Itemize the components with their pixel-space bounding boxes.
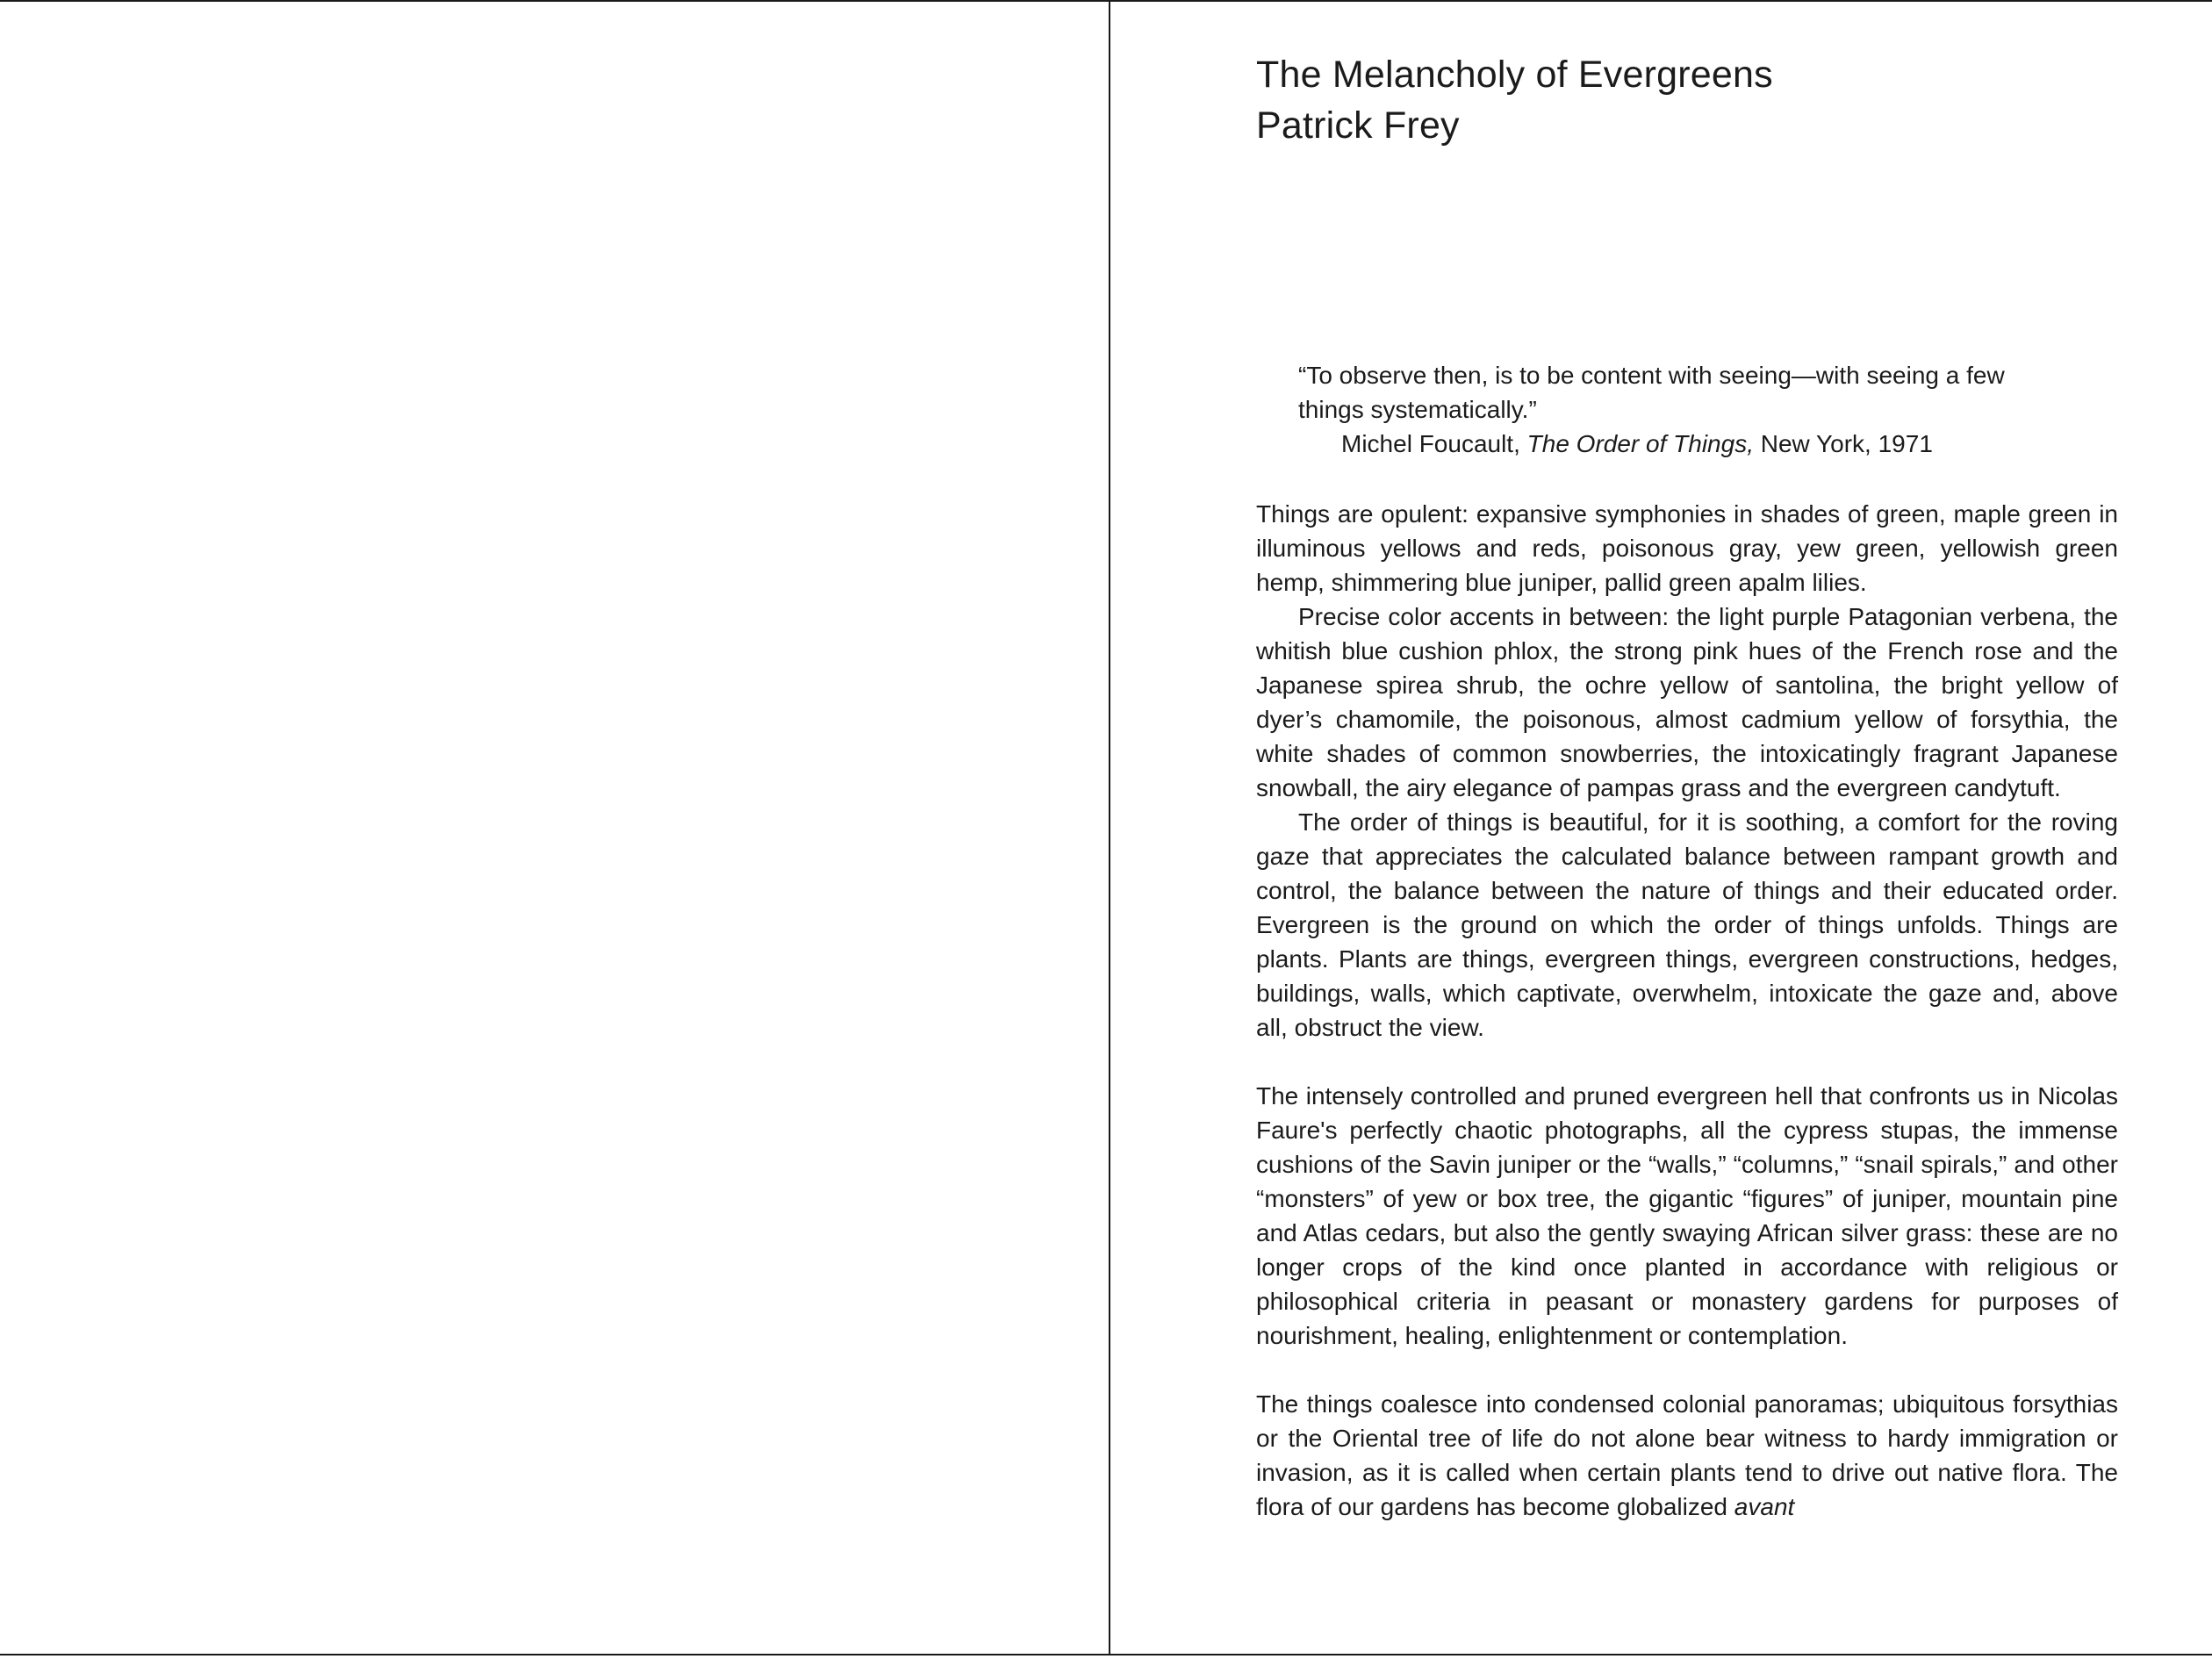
right-page xyxy=(1110,2,2212,1654)
essay-header xyxy=(1256,49,2118,151)
left-page-blank xyxy=(0,2,1109,1654)
essay-content xyxy=(1256,49,2118,1524)
paragraph-run: The intensely controlled and pruned evergreen hell that confronts us in Nicolas Faure's perfectly chaotic photographs, all the cypress stupas, the immense cushions of the Savin juniper or the “walls,” “columns,” “snail spirals,” and other “monsters” of yew or box tree, the gigantic “figures” of juniper, mountain pine and Atlas cedars, but also the gently swaying African silver grass: these are no longer crops of the kind once planted in accordance with religious or philosophical criteria in peasant or monastery gardens for purposes of nourishment, healing, enlightenment or contemplation. xyxy=(1256,1082,2118,1349)
bottom-crop-line xyxy=(0,1654,2212,1655)
essay-author: Patrick Frey xyxy=(1256,104,1460,147)
epigraph-attribution xyxy=(1256,427,2118,461)
body-paragraph xyxy=(1256,805,2118,1045)
paragraph-run: The order of things is beautiful, for it is soothing, a comfort for the roving gaze that appreciates the calculated balance between rampant growth and control, the balance between the nature of things and their educated order. Evergreen is the ground on which the order of things unfolds. Things are plants. Plants are things, evergreen things, evergreen constructions, hedges, buildings, walls, which captivate, overwhelm, intoxicate the gaze and, above all, obstruct the view. xyxy=(1256,808,2118,1041)
epigraph-text: “To observe then, is to be content with seeing—with seeing a few things systematically.” xyxy=(1298,362,2005,423)
epigraph-attribution-place-year: New York, 1971 xyxy=(1753,430,1933,457)
epigraph-attribution-work-title: The Order of Things, xyxy=(1526,430,1754,457)
essay-title: The Melancholy of Evergreens xyxy=(1256,54,1773,96)
epigraph xyxy=(1256,358,2118,461)
body-paragraph xyxy=(1256,600,2118,805)
body-paragraph xyxy=(1256,1079,2118,1353)
paragraph-run: The things coalesce into condensed colonial panoramas; ubiquitous forsythias or the Oriental tree of life do not alone bear witness to hardy immigration or invasion, as it is called when certain plants tend to drive out native flora. The flora of our gardens has become globalized xyxy=(1256,1390,2118,1520)
paragraph-run: Things are opulent: expansive symphonies in shades of green, maple green in illuminous yellows and reds, poisonous gray, yew green, yellowish green hemp, shimmering blue juniper, pallid green apalm lilies. xyxy=(1256,500,2118,596)
body-paragraph xyxy=(1256,497,2118,600)
epigraph-attribution-name: Michel Foucault, xyxy=(1341,430,1527,457)
paragraph-run-italic: avant xyxy=(1734,1493,1795,1520)
body-paragraph xyxy=(1256,1387,2118,1524)
essay-body xyxy=(1256,497,2118,1524)
paragraph-run: Precise color accents in between: the light purple Patagonian verbena, the whitish blue cushion phlox, the strong pink hues of the French rose and the Japanese spirea shrub, the ochre yellow of santolina, the bright yellow of dyer’s chamomile, the poisonous, almost cadmium yellow of forsythia, the white shades of common snowberries, the intoxicatingly fragrant Japanese snowball, the airy elegance of pampas grass and the evergreen candytuft. xyxy=(1256,603,2118,801)
